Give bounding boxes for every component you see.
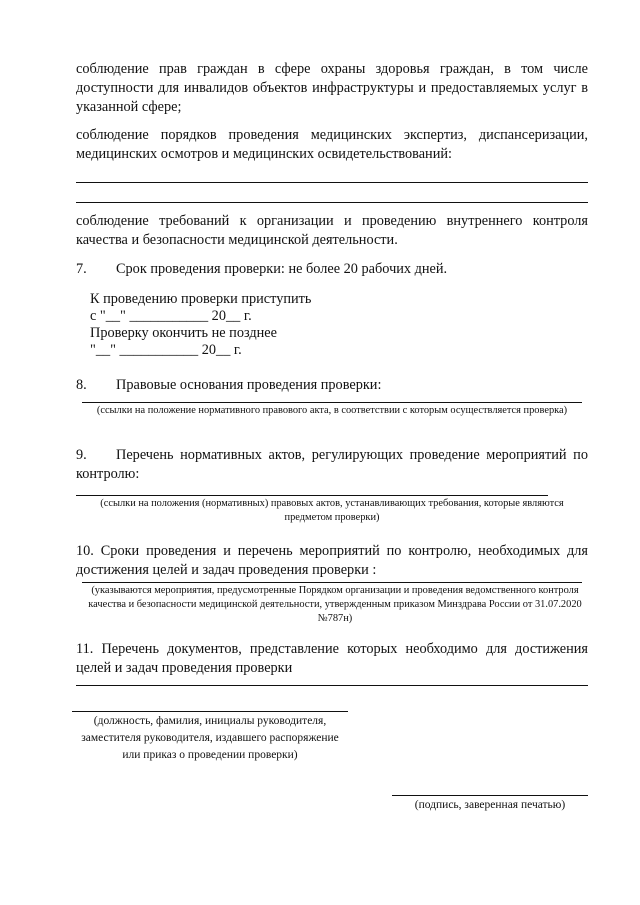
note-official: (должность, фамилия, инициалы руководителя, заместителя руководителя, издавшего распоряжение или приказ о проведении проверки) bbox=[81, 715, 339, 761]
note-measures: (указываются мероприятия, предусмотренные Порядком организации и проведения ведомственного контроля качества и безопасности медицинской деятельности, утвержденным приказом Минздрава России от 31.07.2020 №787н) bbox=[88, 585, 582, 624]
item-8 bbox=[76, 376, 381, 395]
item-11: 11. Перечень документов, представление которых необходимо для достижения целей и задач проведения проверки bbox=[76, 641, 588, 676]
end-label: Проверку окончить не позднее bbox=[90, 325, 277, 341]
fill-line-normative-acts bbox=[76, 495, 548, 496]
item-9-number: 9. bbox=[76, 447, 87, 463]
fill-line-2 bbox=[76, 202, 588, 203]
item-8-number: 8. bbox=[76, 377, 87, 393]
paragraph-rights: соблюдение прав граждан в сфере охраны здоровья граждан, в том числе доступности для инвалидов объектов инфраструктуры и предоставляемых услуг в указанной сфере; bbox=[76, 61, 588, 115]
paragraph-expertise: соблюдение порядков проведения медицинских экспертиз, диспансеризации, медицинских осмотров и медицинских освидетельствований: bbox=[76, 127, 588, 162]
item-8-text: Правовые основания проведения проверки: bbox=[116, 377, 382, 393]
item-9-text: Перечень нормативных актов, регулирующих проведение мероприятий по контролю: bbox=[76, 447, 588, 482]
item-10: 10. Сроки проведения и перечень мероприятий по контролю, необходимых для достижения целей и задач проведения проверки : bbox=[76, 543, 588, 578]
item-7-number: 7. bbox=[76, 261, 87, 277]
start-date: с "__" ___________ 20__ г. bbox=[90, 308, 252, 324]
fill-line-documents bbox=[76, 685, 588, 686]
fill-line-measures bbox=[82, 582, 582, 583]
item-7 bbox=[76, 260, 447, 279]
fill-line-legal-basis bbox=[82, 402, 582, 403]
start-label: К проведению проверки приступить bbox=[90, 291, 312, 307]
item-9 bbox=[76, 446, 588, 484]
end-date: "__" ___________ 20__ г. bbox=[90, 342, 242, 358]
signature-seal-line bbox=[392, 795, 588, 796]
note-legal-basis: (ссылки на положение нормативного правового акта, в соответствии с которым осуществляется проверка) bbox=[96, 405, 568, 416]
note-seal: (подпись, заверенная печатью) bbox=[414, 799, 566, 811]
paragraph-quality-control: соблюдение требований к организации и проведению внутреннего контроля качества и безопасности медицинской деятельности. bbox=[76, 213, 588, 248]
note-normative-acts: (ссылки на положения (нормативных) правовых актов, устанавливающих требования, которые являются предметом проверки) bbox=[100, 498, 564, 523]
fill-line-1 bbox=[76, 182, 588, 183]
signature-official-line bbox=[72, 711, 348, 712]
item-7-text: Срок проведения проверки: не более 20 рабочих дней. bbox=[116, 261, 448, 277]
